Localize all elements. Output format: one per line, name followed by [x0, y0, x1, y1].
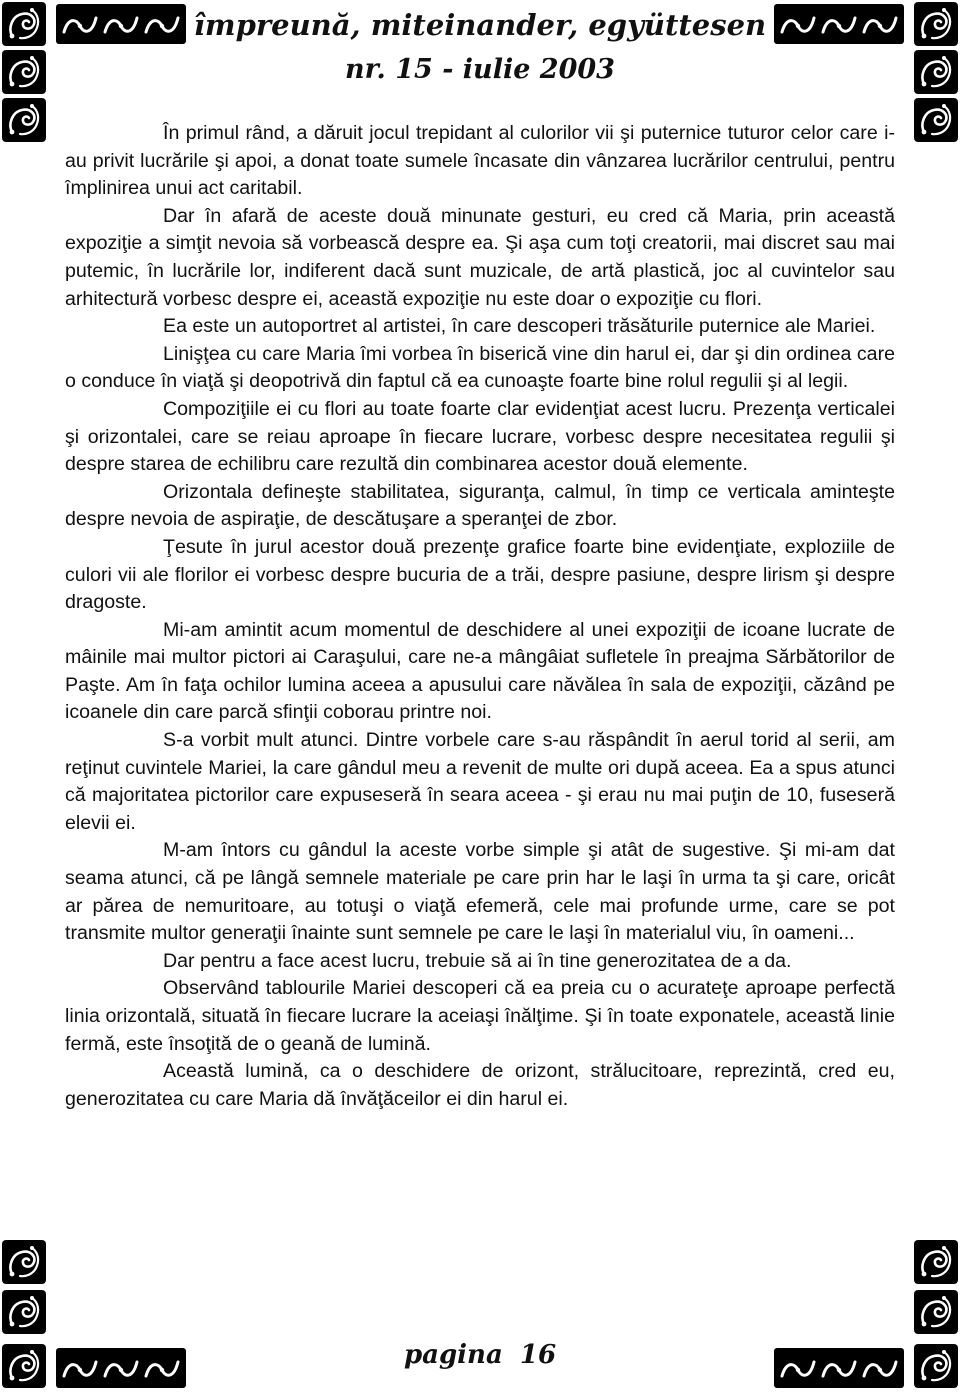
border-ornament-icon [2, 1290, 46, 1334]
paragraph: În primul rând, a dăruit jocul trepidant al culorilor vii şi puternice tuturor celor care i-au privit lucrările şi apoi, a donat toate sumele încasate din vânzarea lucrărilor centrului, pentru împlinirea unui act caritabil. [65, 122, 895, 200]
page-label: pagina [403, 1340, 503, 1370]
page-number: 16 [519, 1340, 557, 1370]
border-ornament-icon [914, 98, 958, 142]
issue-number: nr. 15 - iulie 2003 [345, 54, 615, 85]
border-ornament-icon [914, 1290, 958, 1334]
border-ornament-icon [914, 1240, 958, 1284]
paragraph: Observând tablourile Mariei descoperi că ea preia cu o acurateţe aproape perfectă linia orizontală, situată în fiecare lucrare la aceiaşi înălţime. Şi în toate exponatele, această linie fermă, este însoţită de o geană de lumină. [65, 977, 895, 1055]
paragraph: S-a vorbit mult atunci. Dintre vorbele care s-au răspândit în aerul torid al serii, am reţinut cuvintele Mariei, la care gândul meu a revenit de multe ori după aceea. Ea a spus atunci că majoritatea pictorilor care expuseseră în seara aceea - şi erau nu mai puţin de 10, fuseseră elevii ei. [65, 729, 895, 834]
publication-title: împreună, miteinander, együttesen [193, 8, 767, 42]
paragraph: Compoziţiile ei cu flori au toate foarte clar evidenţiat acest lucru. Prezenţa verticalei şi orizontalei, care se reiau aproape în fiecare lucrare, vorbesc despre necesitatea regulii şi despre starea de echilibru care rezultă din combinarea acestor două elemente. [65, 397, 895, 476]
paragraph: Această lumină, ca o deschidere de orizont, strălucitoare, reprezintă, cred eu, generozitatea cu care Maria dă învăţăceilor ei din harul ei. [65, 1060, 895, 1110]
paragraph: Ea este un autoportret al artistei, în care descoperi trăsăturile puternice ale Mariei. [163, 315, 876, 338]
paragraph: Mi-am amintit acum momentul de deschidere al unei expoziţii de icoane lucrate de mâinile mai multor pictori ai Caraşului, care ne-a mângâiat sufletele în preajma Sărbătorilor de Paşte. Am în faţa ochilor lumina aceea a apusului care năvălea în sala de expoziţii, căzând pe icoanele din care parcă sfinţii coborau printre noi. [65, 618, 895, 724]
paragraph: Linişţea cu care Maria îmi vorbea în biserică vine din harul ei, dar şi din ordinea care o conduce în viaţă şi deopotrivă din faptul că ea cunoaşte foarte bine rolul regulii şi al legii. [65, 342, 895, 393]
paragraph: M-am întors cu gândul la aceste vorbe simple şi atât de sugestive. Şi mi-am dat seama atunci, că pe lângă semnele materiale pe care prin har le laşi în urma ta şi care, oricât ar părea de nemuritoare, au totuşi o viaţă efemeră, cele mai profunde urme, care se pot transmite multor generaţii înainte sunt semnele pe care le laşi în materialul viu, în oameni... [65, 839, 895, 945]
paragraph: Dar pentru a face acest lucru, trebuie să ai în tine generozitatea de a da. [163, 949, 792, 972]
paragraph: Dar în afară de aceste două minunate gesturi, eu cred că Maria, prin această expoziţie a simţit nevoia să vorbească despre ea. Şi aşa cum toţi creatorii, mai discret sau mai putemic, în lucrările lor, indiferent dacă sunt muzicale, de artă plastică, joc al cuvintelor sau arhitectură vorbesc despre ei, această expoziţie nu este doar o expoziţie cu flori. [65, 204, 895, 310]
border-ornament-icon [2, 1240, 46, 1284]
article-body [65, 120, 895, 1113]
paragraph: Orizontala defineşte stabilitatea, siguranţa, calmul, în timp ce verticala aminteşte despre nevoia de aspiraţie, de descătuşare a speranţei de zbor. [65, 480, 895, 531]
paragraph: Ţesute în jurul acestor două prezenţe grafice foarte bine evidenţiate, exploziile de culori vii ale florilor ei vorbesc despre bucuria de a trăi, despre pasiune, despre lirism şi despre dragoste. [65, 535, 895, 614]
page-footer [0, 1340, 960, 1370]
border-ornament-icon [2, 98, 46, 142]
